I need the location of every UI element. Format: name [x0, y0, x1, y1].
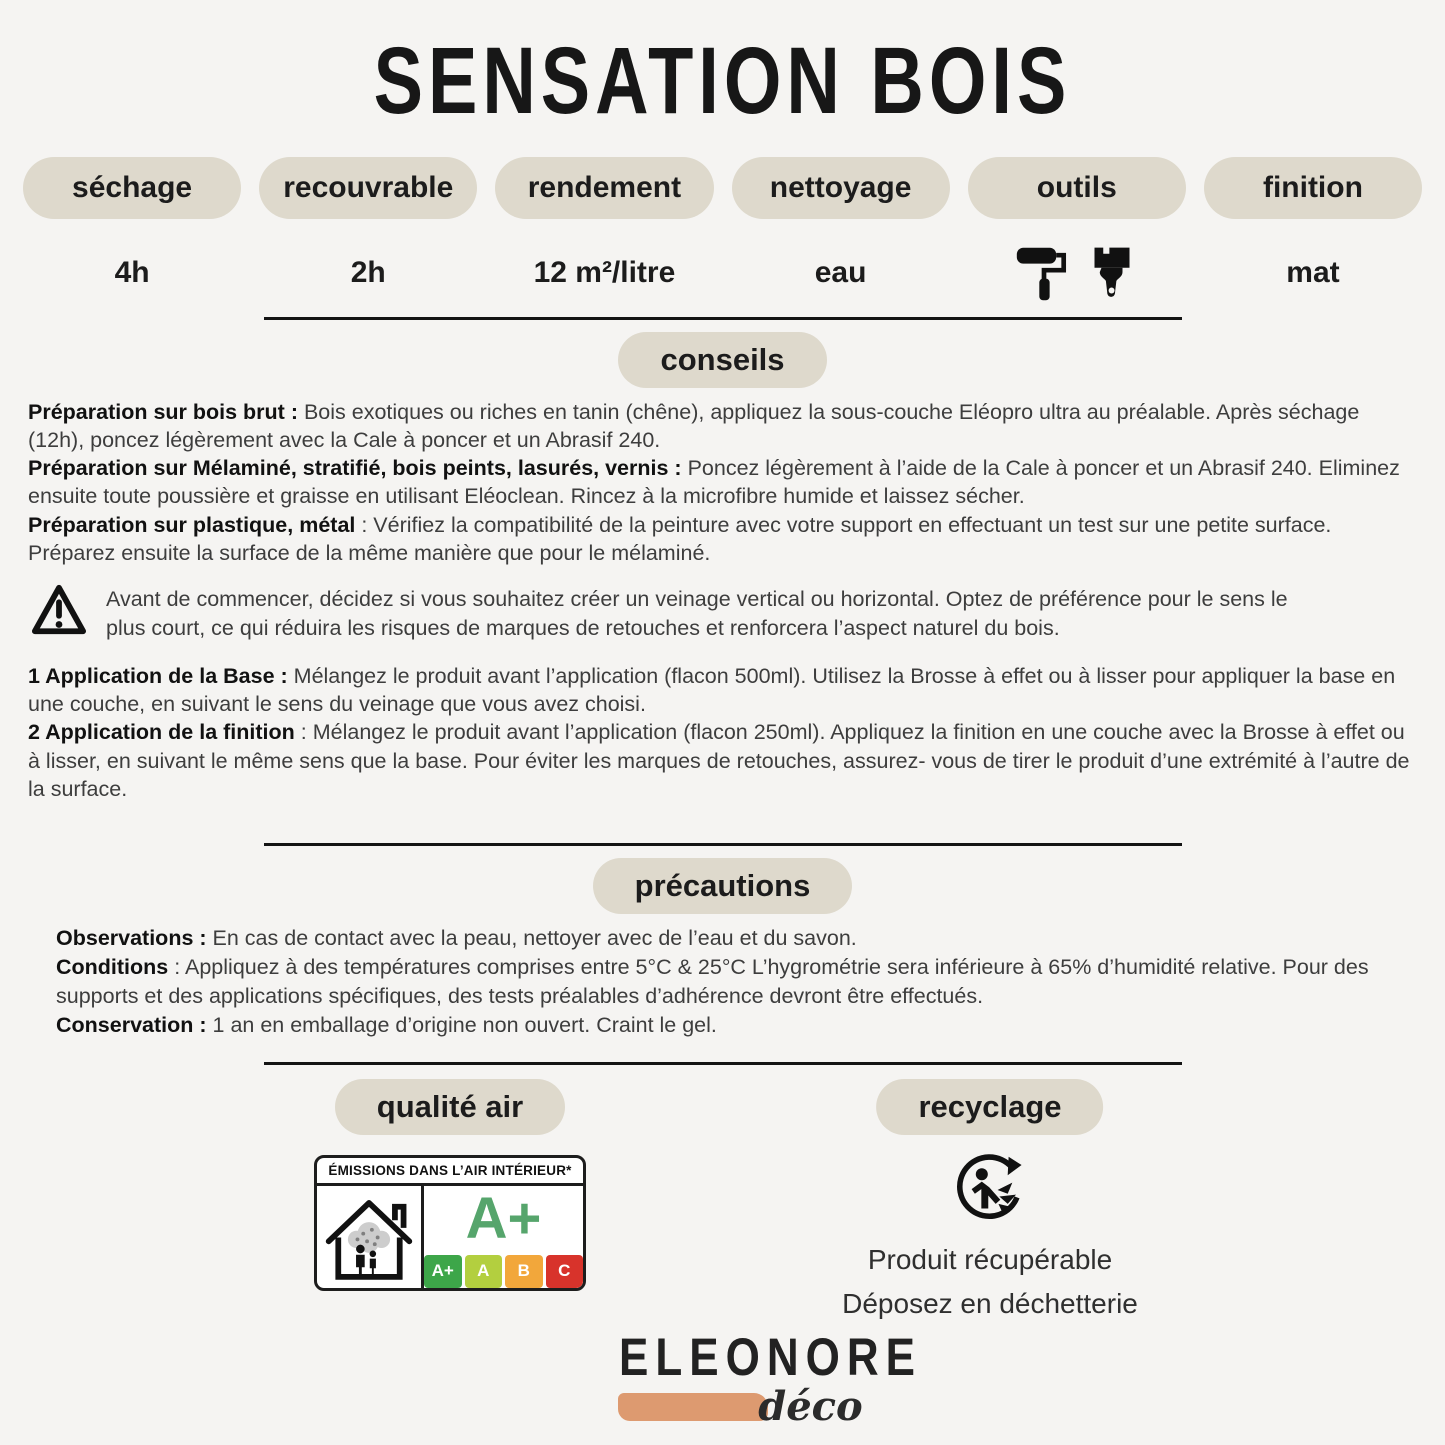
section-heading-precautions: précautions [593, 858, 853, 914]
spec-value-finition: mat [1286, 256, 1340, 289]
paragraph-lead: Observations : [56, 925, 207, 950]
spec-recouvrable [259, 157, 477, 313]
paragraph-lead: Préparation sur plastique, métal [28, 512, 356, 537]
brush-stroke-graphic [618, 1393, 768, 1421]
spec-nettoyage [732, 157, 950, 313]
paragraph-body: : Appliquez à des températures comprises entre 5°C & 25°C L’hygrométrie sera inférieure à 65% d’humidité relative. Pour des supports et des applications spécifiques, des tests préalables d’adhérence devront être effectués. [56, 954, 1369, 1008]
precautions-text [56, 924, 1405, 1040]
paragraph-body: 1 an en emballage d’origine non ouvert. Craint le gel. [212, 1012, 717, 1037]
warning-triangle-icon [30, 583, 88, 644]
paragraph-observations [56, 924, 1405, 953]
paragraph-lead: Conditions [56, 954, 169, 979]
recycling-column [842, 1079, 1138, 1320]
paragraph-body: : Mélangez le produit avant l’application (flacon 250ml). Appliquez la finition en une couche avec la Brosse à effet ou à lisser, en suivant le même sens que la base. Pour éviter les marques de retouches, assurez- vous de tirer le produit d’une extrémité à l’autre de la surface. [28, 720, 1410, 801]
spec-pill-rendement: rendement [495, 157, 713, 219]
spec-outils [968, 157, 1186, 313]
spec-value-nettoyage: eau [814, 256, 867, 289]
air-emissions-label [314, 1155, 586, 1291]
paragraph-body: : Vérifiez la compatibilité de la peinture avec votre support en effectuant un test sur une petite surface. Préparez ensuite la surface de la même manière que pour le mélaminé. [28, 512, 1332, 565]
divider-bottom [264, 1062, 1182, 1065]
section-heading-recyclage: recyclage [876, 1079, 1103, 1135]
paragraph-conservation [56, 1011, 1405, 1040]
air-label-title: ÉMISSIONS DANS L’AIR INTÉRIEUR* [317, 1158, 583, 1186]
warning-text: Avant de commencer, décidez si vous souhaitez créer un veinage vertical ou horizontal. Optez de préférence pour le sens le plus court, ce qui réduira les risques de marques de retouches et renforcera l’aspect naturel du bois. [106, 587, 1288, 640]
air-scale-a: A [465, 1255, 503, 1288]
air-grade-value: A+ [465, 1185, 542, 1251]
recycling-line-1: Produit récupérable [867, 1243, 1113, 1275]
brand-sub-row [618, 1382, 863, 1430]
paragraph-lead: Préparation sur Mélaminé, stratifié, bois peints, lasurés, vernis : [28, 456, 682, 481]
brand-name: ELEONORE [619, 1327, 922, 1387]
spec-value-rendement: 12 m²/litre [533, 256, 676, 289]
paragraph-conditions [56, 953, 1405, 1011]
paragraph-lead: Préparation sur bois brut : [28, 400, 298, 424]
paragraph-application-finition [28, 718, 1417, 802]
air-grade-panel [424, 1186, 583, 1288]
paragraph-body: Poncez légèrement à l’aide de la Cale à poncer et un Abrasif 240. Eliminez ensuite toute poussière et graisse en utilisant Eléoclean. Rincez à la microfibre humide et laissez sécher. [28, 456, 1400, 509]
section-heading-conseils: conseils [618, 332, 826, 388]
air-scale-c: C [546, 1255, 584, 1288]
paragraph-lead: Conservation : [56, 1012, 207, 1037]
section-heading-qualite-air: qualité air [335, 1079, 565, 1135]
paragraph-body: Mélangez le produit avant l’application (flacon 500ml). Utilisez la Brosse à effet ou à lisser pour appliquer la base en une couche, en suivant le sens du veinage que vous avez choisi. [28, 664, 1396, 717]
spec-pill-recouvrable: recouvrable [259, 157, 477, 219]
air-grade-scale [424, 1255, 583, 1288]
paragraph-lead: 2 Application de la finition [28, 720, 295, 745]
conseils-text [28, 398, 1417, 803]
divider-top [264, 317, 1182, 320]
spec-rendement [495, 157, 713, 313]
paragraph-preparation-melamine [28, 454, 1417, 510]
specs-row [14, 157, 1431, 313]
air-scale-a-plus: A+ [424, 1255, 462, 1288]
divider-middle [264, 843, 1182, 846]
spec-value-recouvrable: 2h [350, 256, 386, 289]
spec-pill-nettoyage: nettoyage [732, 157, 950, 219]
paint-brush-icon [1084, 241, 1140, 313]
paragraph-application-base [28, 662, 1417, 718]
spec-pill-sechage: séchage [23, 157, 241, 219]
warning-block [30, 583, 1415, 644]
air-quality-column [314, 1079, 586, 1291]
air-label-body [317, 1186, 583, 1288]
spec-sechage [23, 157, 241, 313]
paragraph-preparation-bois-brut [28, 398, 1417, 454]
spec-finition [1204, 157, 1422, 313]
house-emissions-icon [317, 1186, 424, 1288]
paragraph-lead: 1 Application de la Base : [28, 664, 288, 689]
paint-roller-icon [1014, 242, 1074, 312]
paragraph-preparation-plastique [28, 511, 1417, 567]
bottom-section [0, 1079, 1445, 1331]
air-scale-b: B [505, 1255, 543, 1288]
paragraph-body: Bois exotiques ou riches en tanin (chêne), appliquez la sous-couche Eléopro ultra au préalable. Après séchage (12h), poncez légèrement avec la Cale à poncer et un Abrasif 240. [28, 400, 1360, 453]
paragraph-body: En cas de contact avec la peau, nettoyer avec de l’eau et du savon. [212, 925, 857, 950]
triman-recycling-icon [953, 1153, 1027, 1232]
spec-pill-outils: outils [968, 157, 1186, 219]
recycling-line-2: Déposez en déchetterie [842, 1287, 1138, 1319]
spec-value-outils [1014, 241, 1140, 313]
page-title: SENSATION BOIS [373, 27, 1072, 134]
spec-pill-finition: finition [1204, 157, 1422, 219]
spec-value-sechage: 4h [114, 256, 150, 289]
brand-sub-name: déco [758, 1382, 863, 1430]
brand-logo [48, 1327, 1445, 1430]
